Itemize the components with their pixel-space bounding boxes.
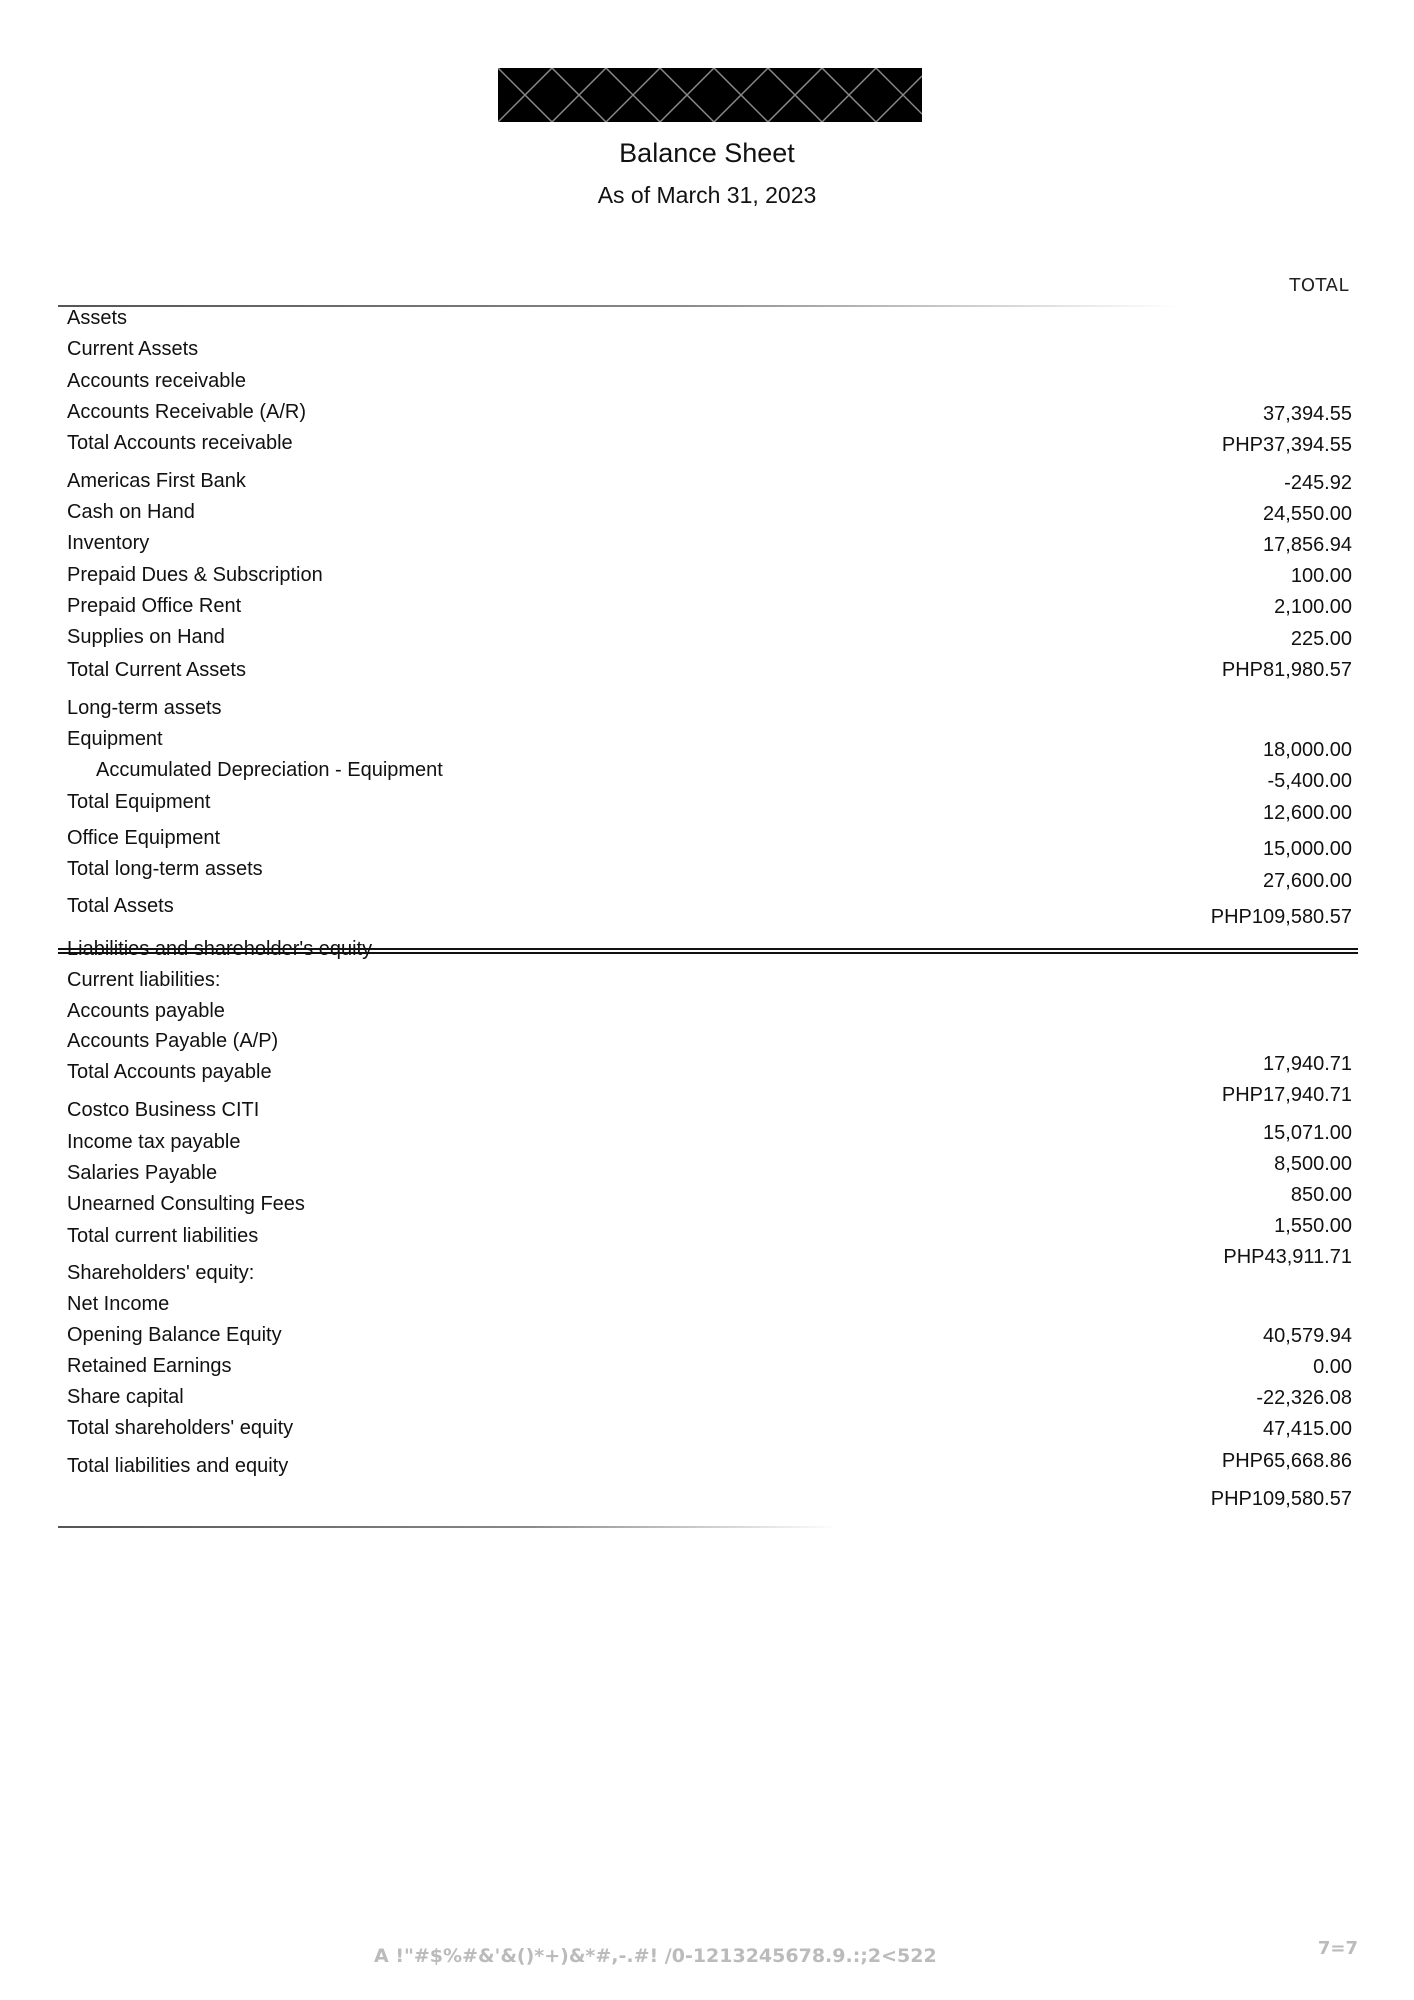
row-label: Accounts receivable [67, 370, 246, 392]
amount-value: -22,326.08 [1256, 1387, 1352, 1409]
row-label: Accounts Receivable (A/R) [67, 401, 306, 423]
row-label: Unearned Consulting Fees [67, 1193, 305, 1215]
row-label: Total current liabilities [67, 1225, 259, 1247]
row-label: Costco Business CITI [67, 1099, 260, 1121]
amount-value: PHP81,980.57 [1221, 659, 1352, 681]
row-label: Opening Balance Equity [67, 1324, 282, 1346]
row-label: Share capital [67, 1386, 184, 1408]
amount-value: 37,394.55 [1263, 403, 1352, 425]
row-label: Retained Earnings [67, 1355, 232, 1377]
amount-value: 15,071.00 [1263, 1122, 1352, 1144]
amount-value: 18,000.00 [1263, 739, 1352, 761]
amount-value: PHP109,580.57 [1210, 906, 1352, 928]
amount-value: 15,000.00 [1263, 838, 1352, 860]
amount-value: PHP37,394.55 [1221, 434, 1352, 456]
amount-value: 17,856.94 [1263, 534, 1352, 556]
row-label: Net Income [67, 1293, 170, 1315]
row-label: Total Equipment [67, 791, 211, 813]
bottom-divider [58, 1526, 838, 1528]
row-label: Total Assets [67, 895, 174, 917]
amount-value: 8,500.00 [1274, 1153, 1352, 1175]
page-marker: 7=7 [1317, 1938, 1358, 1959]
row-label: Accounts payable [67, 1000, 225, 1022]
row-label: Accounts Payable (A/P) [67, 1030, 279, 1052]
footer-code-text: A !"#$%#&'&()*+)&*#,-.#! /0-1213245678.9.:;2<522 [374, 1945, 937, 1967]
row-label: Prepaid Office Rent [67, 595, 242, 617]
row-label: Prepaid Dues & Subscription [67, 564, 323, 586]
amount-value: 225.00 [1290, 628, 1352, 650]
amount-value: PHP17,940.71 [1221, 1084, 1352, 1106]
row-label: Shareholders' equity: [67, 1262, 255, 1284]
row-label: Equipment [67, 728, 163, 750]
amount-value: PHP43,911.71 [1223, 1246, 1352, 1268]
row-label: Total shareholders' equity [67, 1417, 294, 1439]
amount-value: 12,600.00 [1263, 802, 1352, 824]
row-label: Cash on Hand [67, 501, 195, 523]
company-logo [498, 68, 922, 122]
report-date: As of March 31, 2023 [597, 182, 817, 208]
amount-value: 0.00 [1313, 1356, 1352, 1378]
report-title: Balance Sheet [619, 138, 795, 168]
top-divider [58, 305, 1178, 307]
row-label: Total long-term assets [67, 858, 263, 880]
row-label: Americas First Bank [67, 470, 246, 492]
amount-value: 24,550.00 [1263, 503, 1352, 525]
section-heading-liabilities: Liabilities and shareholder's equity [67, 938, 373, 960]
total-column-header: TOTAL [1289, 275, 1349, 296]
amount-value: 100.00 [1290, 565, 1352, 587]
row-label: Total Current Assets [67, 659, 246, 681]
row-label: Accumulated Depreciation - Equipment [96, 759, 443, 781]
row-label: Office Equipment [67, 827, 221, 849]
amount-value: 2,100.00 [1274, 596, 1352, 618]
amount-value: 17,940.71 [1263, 1053, 1352, 1075]
amount-value: -245.92 [1284, 472, 1352, 494]
amount-value: 27,600.00 [1263, 870, 1352, 892]
amount-value: 850.00 [1290, 1184, 1352, 1206]
row-label: Current Assets [67, 338, 199, 360]
row-label: Inventory [67, 532, 150, 554]
section-heading-assets: Assets [67, 307, 128, 329]
row-label: Total Accounts payable [67, 1061, 272, 1083]
row-label: Long-term assets [67, 697, 222, 719]
amount-value: -5,400.00 [1267, 770, 1352, 792]
amount-value: 1,550.00 [1274, 1215, 1352, 1237]
row-label: Salaries Payable [67, 1162, 218, 1184]
row-label: Total liabilities and equity [67, 1455, 289, 1477]
row-label: Total Accounts receivable [67, 432, 293, 454]
row-label: Current liabilities: [67, 969, 221, 991]
amount-value: 40,579.94 [1263, 1325, 1352, 1347]
amount-value: PHP65,668.86 [1221, 1450, 1352, 1472]
amount-value: 47,415.00 [1263, 1418, 1352, 1440]
row-label: Supplies on Hand [67, 626, 225, 648]
amount-value: PHP109,580.57 [1210, 1488, 1352, 1510]
row-label: Income tax payable [67, 1131, 241, 1153]
logo-pattern-icon [498, 68, 922, 122]
